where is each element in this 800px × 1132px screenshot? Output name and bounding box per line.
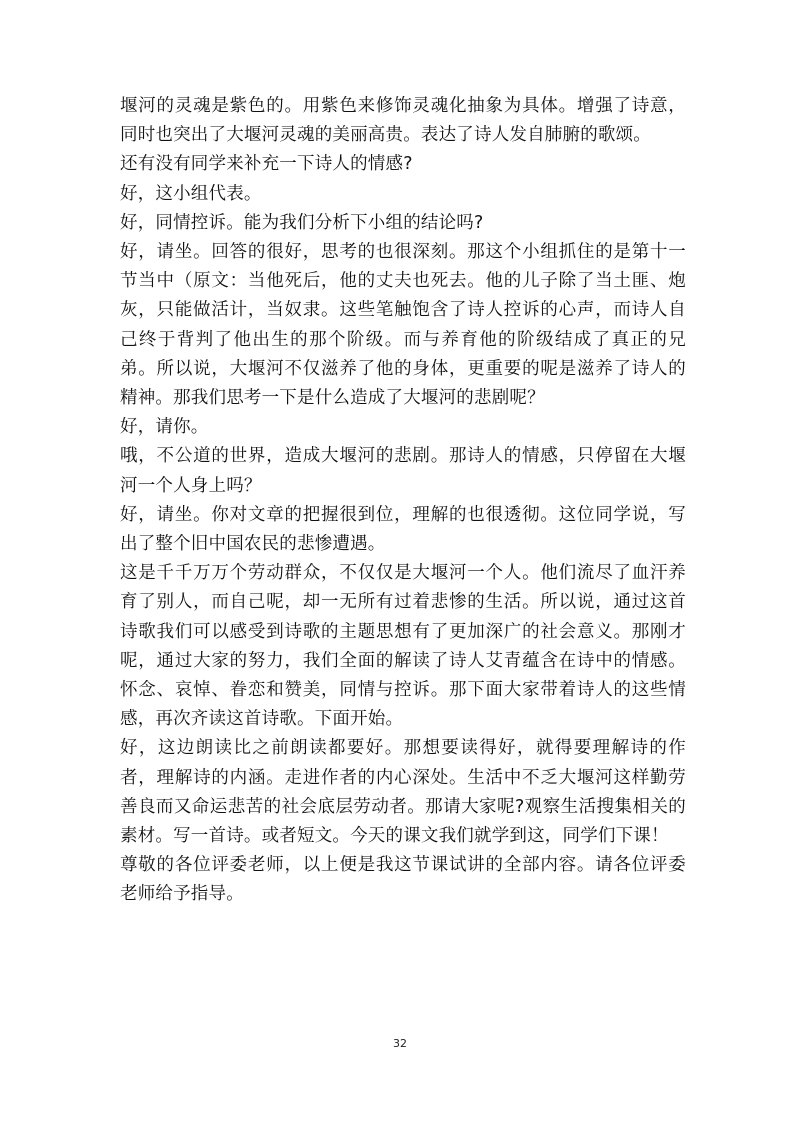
paragraph-1: 堰河的灵魂是紫色的。用紫色来修饰灵魂化抽象为具体。增强了诗意，同时也突出了大堰河灵魂的美丽高贵。表达了诗人发自肺腑的歌颂。 <box>120 96 686 146</box>
paragraph-7: 哦，不公道的世界，造成大堰河的悲剧。那诗人的情感，只停留在大堰河一个人身上吗？ <box>120 446 686 496</box>
paragraph-10: 好，这边朗读比之前朗读都要好。那想要读得好，就得要理解诗的作者，理解诗的内涵。走进作者的内心深处。生活中不乏大堰河这样勤劳善良而又命运悲苦的社会底层劳动者。那请大家呢?观察生活搜集相关的素材。写一首诗。或者短文。今天的课文我们就学到这，同学们下课！ <box>120 738 686 847</box>
paragraph-3: 好，这小组代表。 <box>120 183 262 204</box>
page-number: 32 <box>393 1037 407 1050</box>
paragraph-8: 好，请坐。你对文章的把握很到位，理解的也很透彻。这位同学说，写出了整个旧中国农民的悲惨遭遇。 <box>120 504 686 555</box>
document-body <box>120 92 686 910</box>
paragraph-11: 尊敬的各位评委老师，以上便是我这节课试讲的全部内容。请各位评委老师给予指导。 <box>120 855 686 905</box>
paragraph-2: 还有没有同学来补充一下诗人的情感? <box>120 154 413 175</box>
paragraph-5: 好，请坐。回答的很好，思考的也很深刻。那这个小组抓住的是第十一节当中（原文：当他死后，他的丈夫也死去。他的儿子除了当土匪、炮灰，只能做活计，当奴隶。这些笔触饱含了诗人控诉的心声，而诗人自己终于背判了他出生的那个阶级。而与养育他的阶级结成了真正的兄弟。所以说，大堰河不仅滋养了他的身体，更重要的呢是滋养了诗人的精神。那我们思考一下是什么造成了大堰河的悲剧呢？ <box>120 242 686 409</box>
paragraph-6: 好，请你。 <box>120 417 209 438</box>
paragraph-9: 这是千千万万个劳动群众，不仅仅是大堰河一个人。他们流尽了血汗养育了别人，而自己呢，却一无所有过着悲惨的生活。所以说，通过这首诗歌我们可以感受到诗歌的主题思想有了更加深广的社会意义。那刚才呢，通过大家的努力，我们全面的解读了诗人艾青蕴含在诗中的情感。怀念、哀悼、眷恋和赞美，同情与控诉。那下面大家带着诗人的这些情感，再次齐读这首诗歌。下面开始。 <box>120 563 686 730</box>
paragraph-4: 好，同情控诉。能为我们分析下小组的结论吗? <box>120 212 484 233</box>
